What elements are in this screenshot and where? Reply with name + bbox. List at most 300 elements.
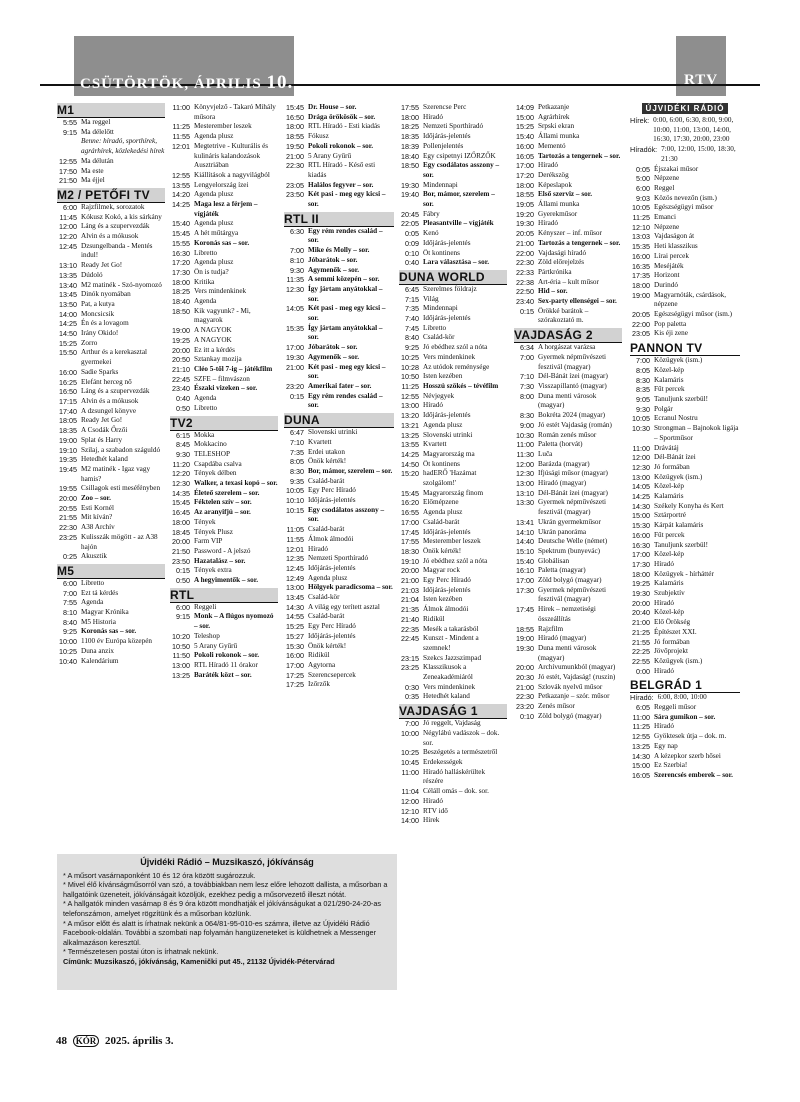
program-title: Pokoli rokonok – sor. (194, 651, 260, 660)
program-time: 12:30 (632, 462, 650, 472)
program-row (399, 353, 507, 363)
program-time: 19:05 (516, 200, 534, 210)
program-time: 16:20 (401, 498, 419, 508)
program-time: 15:00 (632, 761, 650, 771)
program-title: Tények (194, 517, 216, 526)
program-title: Megtetrive - Kulturális és kulináris kalandozások Ausztriában (194, 141, 269, 170)
program-title: Hírek – nemzetiségi összeállítás (538, 605, 596, 623)
program-title: Hetedhét kaland (423, 692, 470, 701)
program-time: 18:00 (401, 112, 419, 122)
program-time: 18:50 (401, 161, 419, 171)
program-time: 7:00 (405, 719, 419, 729)
schedule-column (514, 101, 622, 1061)
program-time: 11:45 (59, 212, 77, 222)
program-title: Szilaj, a szabadon száguldó (81, 445, 161, 454)
program-title: Család-barát (423, 517, 460, 526)
program-row (170, 346, 278, 356)
program-title: Időjárás-jelentés (308, 563, 356, 572)
program-time: 16:25 (59, 377, 77, 387)
program-row (57, 436, 165, 446)
program-time: 17:00 (401, 517, 419, 527)
program-row (399, 807, 507, 817)
program-row (57, 232, 165, 242)
program-time: 23:15 (401, 653, 419, 663)
program-time: 17:00 (632, 550, 650, 560)
program-time: 12:20 (172, 469, 190, 479)
program-title: Arthur és a kerekasztal gyermekei (81, 348, 148, 367)
program-title: Közel-kép (654, 482, 684, 491)
program-title: Időjárás-jelentés (423, 585, 471, 594)
program-title: Gyerekműsor (538, 209, 578, 218)
program-time: 13:00 (401, 401, 419, 411)
program-time: 14:35 (172, 488, 190, 498)
program-title: Híradó (308, 544, 328, 553)
program-time: 17:15 (59, 396, 77, 406)
program-row (170, 612, 278, 631)
program-title: TELESHOP (194, 449, 230, 458)
program-title: Tartozás a tengernek – sor. (538, 238, 621, 247)
program-time: 12:01 (172, 141, 190, 151)
program-time: 18:05 (59, 416, 77, 426)
program-row (630, 356, 740, 366)
info-line: * Mivel élő kívánságműsorról van szó, a továbbiakban nem lesz előre lehozott dallista, a műsorban a hallgatóink üzeneteit, jókívánságait közöljük, ezekhez pedig a műsorvezető illeszt nótát. (63, 880, 388, 899)
program-row (170, 576, 278, 586)
program-title: Időjárás-jelentés (423, 411, 471, 420)
program-title: Öt kontinens (423, 248, 460, 257)
program-title: 5 Arany Gyűrű (308, 151, 352, 160)
program-row (170, 651, 278, 661)
program-title: Híradó (654, 666, 674, 675)
program-time: 0:50 (176, 403, 190, 413)
program-title: Agenda (194, 297, 217, 306)
program-time: 17:55 (401, 537, 419, 547)
program-title: Libretto (194, 248, 218, 257)
program-title: RTV idő (423, 806, 448, 815)
program-title: Ez itt a kérdés (194, 345, 235, 354)
program-time: 14:10 (516, 527, 534, 537)
program-title: Bokréta 2024 (magyar) (538, 411, 606, 420)
program-title: Agenda plusz (194, 190, 234, 199)
program-title: Horizont (654, 271, 680, 280)
program-time: 7:30 (520, 381, 534, 391)
channel-section (284, 413, 394, 690)
program-row (399, 654, 507, 664)
program-title: Teleshop (194, 631, 220, 640)
program-title: Mokka (194, 430, 215, 439)
schedule-column (630, 101, 740, 1061)
program-row (57, 533, 165, 552)
program-title: Szerencsés emberek – sor. (654, 771, 733, 779)
program-row (399, 372, 507, 382)
program-title: Magyarnóták, csárdások, népzene (654, 290, 727, 309)
program-title: Jó estét Vajdaság (román) (538, 420, 612, 429)
program-title: Luča (538, 449, 553, 458)
program-time: 18:39 (401, 141, 419, 151)
program-row (57, 426, 165, 436)
program-row (57, 339, 165, 349)
program-title: Agenda plusz (194, 258, 234, 267)
program-time: 13:10 (59, 261, 77, 271)
program-row (630, 262, 740, 272)
program-title: Önök kérték! (423, 546, 462, 555)
program-row (170, 469, 278, 479)
program-time: 7:00 (290, 246, 304, 256)
program-row (170, 440, 278, 450)
program-time: 19:30 (286, 352, 304, 362)
program-time: 15:20 (401, 469, 419, 479)
program-row (170, 122, 278, 132)
program-time: 7:40 (405, 314, 419, 324)
program-time: 8:30 (290, 466, 304, 476)
program-title: Slovenski utrinki (308, 428, 358, 437)
program-time: 0:00 (636, 666, 650, 676)
channel-section (630, 103, 740, 339)
program-time: 21:10 (172, 364, 190, 374)
program-title: A semmi közepén – sor. (308, 275, 380, 284)
program-row (514, 142, 622, 152)
channel-title: DUNA (284, 413, 394, 428)
program-time: 15:40 (172, 219, 190, 229)
program-row (399, 132, 507, 142)
program-title: Közügyek - hírháttér (654, 569, 714, 578)
program-title: Elő Örökség (654, 618, 691, 627)
program-time: 10:30 (632, 424, 650, 434)
program-row (284, 564, 394, 574)
program-row (630, 618, 740, 628)
program-time: 21:00 (286, 151, 304, 161)
program-time: 11:25 (632, 213, 650, 223)
program-time: 13:41 (516, 517, 534, 527)
program-row (57, 513, 165, 523)
program-row (514, 258, 622, 268)
program-row (399, 450, 507, 460)
program-row (630, 329, 740, 339)
program-title: Reggel (654, 183, 675, 192)
program-title: Ready Jet Go! (81, 416, 123, 425)
program-time: 10:05 (632, 203, 650, 213)
program-row (284, 161, 394, 180)
program-row (630, 223, 740, 233)
program-time: 22:35 (401, 624, 419, 634)
program-time: 11:00 (632, 712, 650, 722)
program-title: Spektrum (bunyevác) (538, 546, 601, 555)
program-time: 10:50 (172, 641, 190, 651)
program-title: Jóbarátok – sor. (308, 343, 358, 352)
program-title: Vajdasági híradó (538, 248, 587, 257)
program-row (630, 550, 740, 560)
program-row (630, 242, 740, 252)
program-title: Sex-party ellenségei – sor. (538, 297, 617, 306)
program-row (284, 190, 394, 209)
program-row (57, 589, 165, 599)
program-row (284, 103, 394, 113)
program-title: Fábry (423, 209, 440, 218)
program-title: Moncsicsik (81, 309, 115, 318)
program-time: 0:50 (176, 576, 190, 586)
program-title: Mementó (538, 141, 566, 150)
channel-title: M2 / PETŐFI TV (57, 188, 165, 203)
program-row (514, 392, 622, 411)
program-title: Drávátáj (654, 443, 679, 452)
program-title: Tények Plusz (194, 527, 233, 536)
program-time: 10:50 (401, 372, 419, 382)
program-row (514, 249, 622, 259)
program-row (399, 768, 507, 787)
program-title: Isten kezében (423, 595, 463, 604)
program-time: 14:55 (286, 612, 304, 622)
program-title: Zöld előrejelzés (538, 258, 585, 267)
program-title: Láng és a szupervezdák (81, 222, 150, 231)
program-title: 0:00, 6:00, 6:30, 8:00, 9:00, 10:00, 11:00, 13:00, 14:00, 16:30, 17:30, 20:00, 23:00 (653, 116, 734, 144)
program-title: Amerikai fater – sor. (308, 381, 372, 390)
program-time: 0:10 (405, 248, 419, 258)
program-time: 9:35 (290, 476, 304, 486)
program-time: 15:27 (286, 631, 304, 641)
program-title: Erdekességek (423, 758, 463, 766)
program-row (170, 404, 278, 414)
program-time: 23:40 (516, 297, 534, 307)
program-row (399, 518, 507, 528)
program-time: 12:00 (401, 796, 419, 806)
program-row (57, 608, 165, 618)
program-time: 13:55 (401, 440, 419, 450)
program-row (514, 576, 622, 586)
program-title: Zoo – sor. (81, 494, 111, 503)
program-title: Libretto (423, 323, 447, 332)
program-row (399, 625, 507, 635)
program-time: 21:25 (632, 627, 650, 637)
program-row (57, 637, 165, 647)
program-time: 22:30 (286, 161, 304, 171)
program-time: 6:05 (636, 703, 650, 713)
program-row (170, 326, 278, 336)
program-title: Alvin és a mókusok (81, 232, 139, 241)
program-time: 10:05 (286, 486, 304, 496)
program-row (170, 268, 278, 278)
program-time: 20:55 (59, 503, 77, 513)
program-time: 5:55 (63, 118, 77, 127)
program-time: 23:25 (401, 663, 419, 673)
program-row (57, 157, 165, 167)
program-title: Maga lesz a férjem – vígjáték (194, 200, 258, 218)
channel-section (399, 270, 507, 702)
program-row (284, 132, 394, 142)
program-time: 12:30 (172, 479, 190, 489)
channel-title: DUNA WORLD (399, 270, 507, 285)
program-time: 10:45 (401, 758, 419, 767)
program-time: 16:00 (632, 530, 650, 540)
channel-section (170, 416, 278, 586)
program-title: Koronás sas – sor. (81, 627, 137, 636)
program-title: Egy Perc Híradó (423, 576, 471, 585)
program-row (170, 190, 278, 200)
program-row (630, 444, 740, 454)
program-time: 0:09 (405, 238, 419, 248)
program-row (630, 599, 740, 609)
program-row (284, 525, 394, 535)
program-row (399, 304, 507, 314)
program-title: Paletta (magyar) (538, 566, 586, 575)
program-row (399, 122, 507, 132)
program-title: Sára gumikon – sor. (654, 712, 716, 721)
program-time: 15:25 (516, 122, 534, 132)
program-time: 22:30 (516, 692, 534, 702)
program-title: Benne: híradó, sporthírek, agrárhírek, közlekedési hírek (81, 137, 165, 156)
program-row (399, 460, 507, 470)
program-row (170, 297, 278, 307)
program-time: 19:55 (59, 484, 77, 494)
program-time: 9:30 (636, 404, 650, 414)
program-row (630, 145, 740, 164)
program-title: Világ (423, 294, 439, 303)
radio-info-box (57, 854, 397, 990)
program-time: 13:25 (632, 741, 650, 751)
program-row (399, 103, 507, 113)
program-row (399, 489, 507, 499)
program-time: 10:28 (401, 362, 419, 372)
program-time: 15:50 (59, 348, 77, 358)
program-title: Híradó (538, 161, 558, 170)
program-row (630, 203, 740, 213)
program-title: Szerelmes földrajz (423, 284, 477, 293)
program-row (630, 608, 740, 618)
program-row (630, 116, 740, 145)
program-row (399, 663, 507, 682)
program-time: 14:25 (172, 200, 190, 210)
program-time: 20:00 (172, 345, 190, 355)
program-time: 18:50 (172, 306, 190, 316)
program-title: Hölgyek paradicsoma – sor. (308, 583, 393, 592)
program-time: 13:35 (59, 270, 77, 280)
program-row (514, 518, 622, 528)
program-row (57, 213, 165, 223)
schedule-column (399, 101, 507, 1061)
program-time: 13:03 (632, 232, 650, 242)
program-time: 16:00 (286, 651, 304, 661)
program-row (170, 307, 278, 326)
program-row (514, 673, 622, 683)
program-title: Csillagok esti meséfényben (81, 484, 161, 493)
program-title: Dél-Bánát ízei (magyar) (538, 372, 608, 381)
program-title: Strongman – Bajnokok ligája – Sportműsor (654, 424, 739, 442)
program-title: Jó ebédhez szól a nóta (423, 556, 488, 565)
program-title: Magyar Krónika (81, 608, 129, 617)
program-row (630, 463, 740, 473)
program-title: Állami munka (538, 132, 580, 141)
program-time: 11:55 (172, 132, 190, 142)
program-row (57, 397, 165, 407)
program-row (399, 314, 507, 324)
program-row (630, 761, 740, 771)
program-time: 15:55 (172, 238, 190, 248)
program-time: 17:25 (286, 670, 304, 680)
program-row (284, 343, 394, 353)
program-title: M2 matinék - Igaz vagy hamis? (81, 464, 151, 483)
program-row (514, 692, 622, 702)
program-row (630, 174, 740, 184)
program-row (399, 508, 507, 518)
program-title: Építészet XXI. (654, 627, 697, 636)
program-time: 10:15 (286, 505, 304, 515)
program-title: Híradó (magyar) (538, 479, 587, 488)
program-row (284, 113, 394, 123)
channel-section (284, 212, 394, 411)
program-time: 0:10 (520, 711, 534, 721)
program-time: 11:25 (401, 381, 419, 391)
program-title: Jóbarátok – sor. (308, 255, 358, 264)
program-title: Kárpát kalamáris (654, 521, 704, 530)
program-row (630, 376, 740, 386)
program-title: Képeslapok (538, 180, 572, 189)
program-row (630, 366, 740, 376)
program-row (284, 496, 394, 506)
program-time: 21:00 (516, 238, 534, 248)
program-time: 15:45 (172, 498, 190, 508)
program-time: 11:25 (632, 722, 650, 732)
program-title: Magyarország finom (423, 488, 484, 497)
program-row (399, 219, 507, 229)
channel-title: M1 (57, 103, 165, 118)
program-time: 21:35 (401, 605, 419, 615)
program-time: 22:30 (59, 523, 77, 533)
program-row (57, 647, 165, 657)
program-row (399, 605, 507, 615)
program-title: Család-barát (308, 612, 345, 621)
program-row (630, 320, 740, 330)
program-title: Kalamáris (654, 375, 684, 384)
program-row (57, 118, 165, 128)
program-time: 8:45 (176, 440, 190, 450)
program-row (630, 281, 740, 291)
program-row (514, 702, 622, 712)
program-row (399, 729, 507, 748)
program-title: Visszapillantó (magyar) (538, 381, 607, 390)
program-row (399, 758, 507, 768)
program-row (630, 667, 740, 677)
program-time: 11:00 (516, 440, 534, 450)
program-row (399, 113, 507, 123)
program-row (514, 586, 622, 605)
program-time: 12:45 (59, 241, 77, 251)
program-row (170, 547, 278, 557)
program-title: Önök kérték! (308, 457, 347, 466)
program-time: 12:01 (286, 544, 304, 554)
program-time: 9:25 (405, 343, 419, 353)
channel-section (630, 341, 740, 676)
program-title: Magyar rock (423, 566, 460, 575)
program-title: Slovenski utrinki (423, 430, 473, 439)
program-time: 7:15 (405, 294, 419, 304)
program-title: Vers mindenkinek (194, 287, 247, 296)
program-title: Zöld bolygó (magyar) (538, 576, 602, 585)
program-time: 23:40 (172, 384, 190, 394)
program-row (630, 310, 740, 320)
program-row (284, 661, 394, 671)
program-row (630, 213, 740, 223)
program-row (399, 333, 507, 343)
program-row (399, 392, 507, 402)
program-time: 23:50 (286, 190, 304, 200)
program-title: Globálisan (538, 556, 570, 565)
program-row (514, 440, 622, 450)
program-time: 12:55 (401, 391, 419, 401)
program-time: 12:10 (401, 806, 419, 816)
program-time: 21:55 (632, 637, 650, 647)
program-time: 12:20 (59, 232, 77, 242)
program-time: 21:50 (172, 546, 190, 556)
program-time: 18:00 (172, 277, 190, 287)
program-title: Ma este (81, 166, 104, 175)
